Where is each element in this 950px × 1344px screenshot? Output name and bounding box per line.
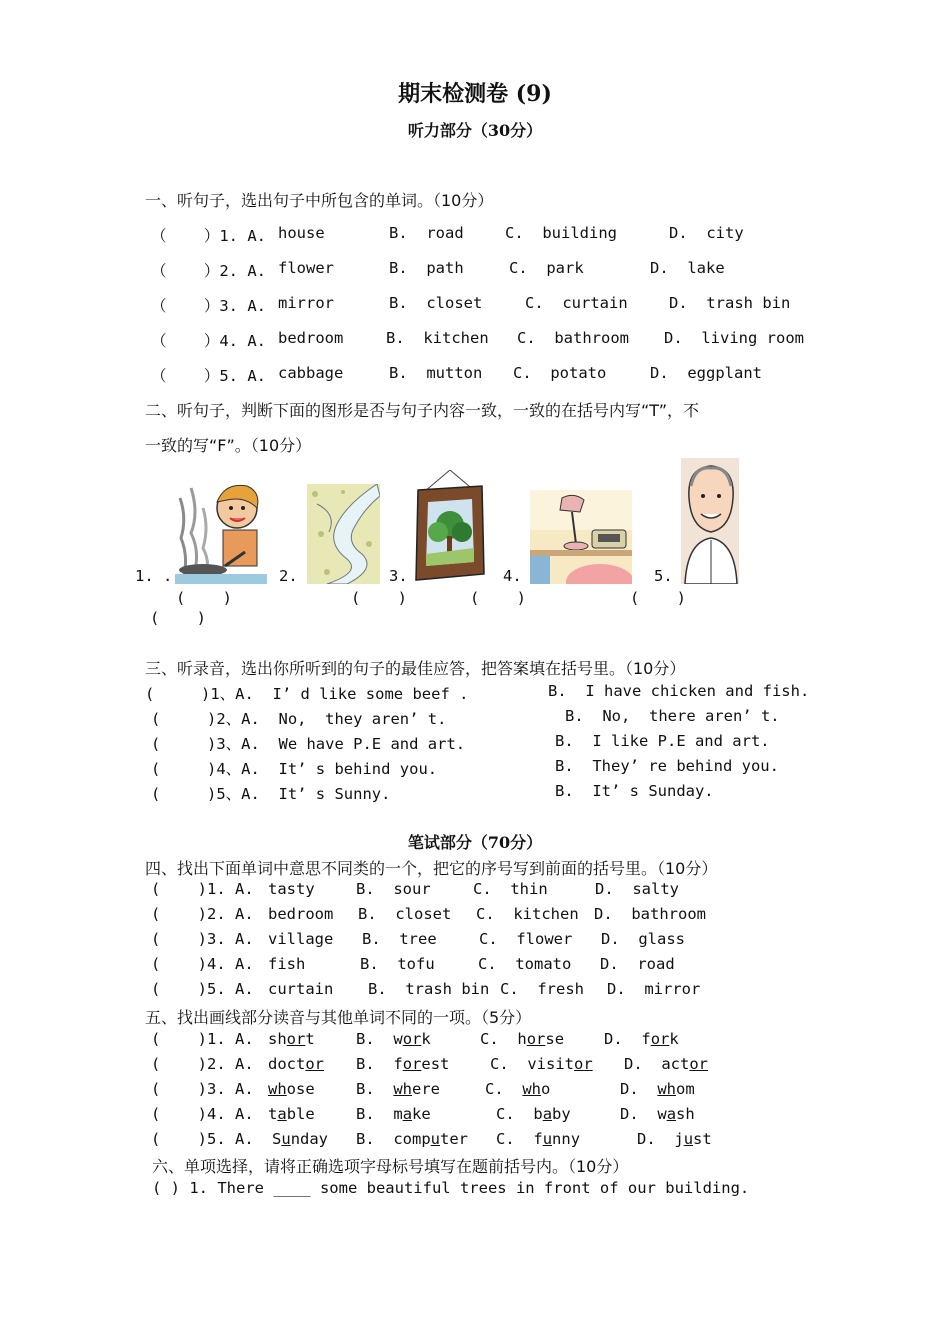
s5-row-4-option-a [268,1105,315,1123]
s4-row-5-option-b: B. trash bin [368,980,490,998]
word-underlined-part: u [683,1130,694,1148]
word-underlined-part: u [542,1130,553,1148]
section-5-heading: 五、找出画线部分读音与其他单词不同的一项。（5分） [145,1008,532,1027]
s1-row-2-option-a: flower [278,259,334,277]
option-letter: C. [496,1130,515,1148]
word-underlined-part: wh [522,1080,542,1098]
s5-row-1-option-c [480,1030,564,1048]
s1-row-2-number[interactable]: （ ）2. A. [151,262,266,280]
picture-old-man [681,458,739,584]
word-underlined-part: or [402,1055,422,1073]
option-letter: B. [356,1055,375,1073]
picture-answer-bracket-3[interactable]: ( ) [470,589,526,607]
section-4-heading: 四、找出下面单词中意思不同类的一个，把它的序号写到前面的括号里。（10分） [145,859,718,878]
word-suffix: ke [412,1105,431,1123]
s1-row-1-number[interactable]: （ ）1. A. [151,227,266,245]
s3-row-3-option-b: B. I like P.E and art. [555,732,770,750]
s1-row-1-option-c: C. building [505,224,617,242]
s4-row-3-number[interactable]: ( )3. A. [151,930,254,948]
word-underlined-part: a [402,1105,413,1123]
section-2-heading-line1: 二、听句子，判断下面的图形是否与句子内容一致，一致的在括号内写“T”，不 [145,401,700,420]
s1-row-3-option-d: D. trash bin [669,294,791,312]
s1-row-3-number[interactable]: （ ）3. A. [151,297,266,315]
word-suffix: est [421,1055,450,1073]
s1-row-5-option-c: C. potato [513,364,607,382]
word-prefix: w [657,1105,667,1123]
s5-row-4-option-d [620,1105,695,1123]
word-suffix: om [676,1080,695,1098]
s5-row-1-number[interactable]: ( )1. A. [151,1030,254,1048]
option-letter: C. [490,1055,509,1073]
picture-label-4: 4. [503,567,522,585]
word-suffix: k [421,1030,431,1048]
picture-framed-painting [414,470,486,584]
s1-row-5-number[interactable]: （ ）5. A. [151,367,266,385]
word-prefix: t [268,1105,278,1123]
s4-row-5-option-c: C. fresh [500,980,584,998]
s5-row-4-option-c [496,1105,571,1123]
s5-row-5-option-a [272,1130,328,1148]
word-suffix: nday [290,1130,329,1148]
picture-label-3: 3. [389,567,408,585]
s5-row-4-number[interactable]: ( )4. A. [151,1105,254,1123]
word-prefix: S [272,1130,282,1148]
word-prefix: b [533,1105,543,1123]
s1-row-4-number[interactable]: （ ）4. A. [151,332,266,350]
option-letter: B. [356,1080,375,1098]
s4-row-5-option-a: curtain [268,980,334,998]
s4-row-1-option-c: C. thin [473,880,548,898]
word-suffix: ose [286,1080,315,1098]
s4-row-3-option-a: village [268,930,334,948]
s3-row-2-option-a[interactable]: ( )2、A. No, they aren’ t. [151,710,447,728]
option-letter: D. [637,1130,656,1148]
picture-answer-bracket-2[interactable]: ( ) [351,589,407,607]
s4-row-5-option-d: D. mirror [607,980,701,998]
section-3-heading: 三、听录音，选出你所听到的句子的最佳应答，把答案填在括号里。（10分） [145,659,686,678]
option-letter: D. [624,1055,643,1073]
s3-row-1-option-a[interactable]: ( )1、A. I’ d like some beef . [145,685,469,703]
s4-row-1-option-b: B. sour [356,880,431,898]
option-letter: D. [620,1080,639,1098]
word-underlined-part: wh [268,1080,287,1098]
word-prefix: f [393,1055,403,1073]
s4-row-4-option-a: fish [268,955,306,973]
s5-row-1-option-a [268,1030,315,1048]
word-suffix: ble [286,1105,315,1123]
s4-row-2-number[interactable]: ( )2. A. [151,905,254,923]
picture-answer-bracket-5[interactable]: ( ) [150,609,206,627]
option-letter: D. [604,1030,623,1048]
option-letter: B. [356,1105,375,1123]
word-prefix: m [393,1105,403,1123]
word-underlined-part: or [526,1030,546,1048]
word-underlined-part: a [666,1105,677,1123]
word-underlined-part: wh [657,1080,677,1098]
option-letter: D. [620,1105,639,1123]
s1-row-1-option-a: house [278,224,325,242]
s1-row-2-option-b: B. path [389,259,464,277]
picture-label-1: 1. . [135,567,173,585]
s4-row-1-number[interactable]: ( )1. A. [151,880,254,898]
s3-row-5-option-b: B. It’ s Sunday. [555,782,714,800]
s5-row-2-option-a [268,1055,324,1073]
word-prefix: f [533,1130,543,1148]
picture-label-2: 2. [279,567,298,585]
option-letter: B. [356,1030,375,1048]
picture-label-5: 5. [654,567,673,585]
s1-row-4-option-b: B. kitchen [386,329,489,347]
s5-row-2-option-c [490,1055,593,1073]
word-prefix: f [641,1030,651,1048]
word-underlined-part: or [305,1055,324,1073]
word-underlined-part: or [689,1055,709,1073]
s5-row-4-option-b [356,1105,431,1123]
s5-row-1-option-d [604,1030,679,1048]
written-header: 笔试部分（70分） [407,833,543,852]
word-underlined-part: a [542,1105,553,1123]
word-prefix: comp [393,1130,431,1148]
section-2-heading-line2: 一致的写“F”。（10分） [145,436,312,455]
s3-row-4-option-a[interactable]: ( )4、A. It’ s behind you. [151,760,438,778]
s1-row-3-option-b: B. closet [389,294,483,312]
s1-row-4-option-c: C. bathroom [517,329,629,347]
section-6-question-1: ( ) 1. There ____ some beautiful trees in front of our building. [152,1179,750,1197]
listening-header: 听力部分（30分） [407,121,543,140]
word-suffix: se [545,1030,565,1048]
word-underlined-part: or [650,1030,670,1048]
page-title: 期末检测卷 (9) [398,81,552,107]
picture-boy-cooking [175,478,267,584]
word-underlined-part: wh [393,1080,413,1098]
s5-row-1-option-b [356,1030,431,1048]
s1-row-4-option-a: bedroom [278,329,344,347]
word-underlined-part: or [574,1055,593,1073]
s4-row-1-option-a: tasty [268,880,315,898]
word-underlined-part: or [286,1030,306,1048]
word-suffix: sh [676,1105,695,1123]
word-prefix: doct [268,1055,306,1073]
s4-row-2-option-d: D. bathroom [594,905,706,923]
word-suffix: k [669,1030,679,1048]
s5-row-3-option-d [620,1080,695,1098]
section-1-heading: 一、听句子，选出句子中所包含的单词。（10分） [145,191,494,210]
s3-row-4-option-b: B. They’ re behind you. [555,757,779,775]
option-letter: C. [496,1105,515,1123]
s5-row-2-option-b [356,1055,449,1073]
word-suffix: ter [440,1130,469,1148]
s1-row-5-option-a: cabbage [278,364,344,382]
word-prefix: act [661,1055,690,1073]
section-6-heading: 六、单项选择，请将正确选项字母标号填写在题前括号内。（10分） [152,1157,629,1176]
s4-row-4-option-d: D. road [600,955,675,973]
s1-row-5-option-b: B. mutton [389,364,483,382]
s4-row-2-option-b: B. closet [358,905,452,923]
s4-row-5-number[interactable]: ( )5. A. [151,980,254,998]
option-letter: C. [485,1080,504,1098]
picture-answer-bracket-4[interactable]: ( ) [630,589,686,607]
s1-row-3-option-a: mirror [278,294,334,312]
s1-row-5-option-d: D. eggplant [650,364,762,382]
s4-row-3-option-d: D. glass [601,930,685,948]
s5-row-3-option-b [356,1080,440,1098]
s5-row-5-option-b [356,1130,468,1148]
s5-row-3-option-c [485,1080,550,1098]
word-prefix: j [674,1130,684,1148]
word-underlined-part: u [281,1130,291,1148]
s4-row-2-option-a: bedroom [268,905,334,923]
s1-row-3-option-c: C. curtain [525,294,628,312]
s5-row-3-number[interactable]: ( )3. A. [151,1080,254,1098]
s1-row-1-option-d: D. city [669,224,744,242]
word-suffix: st [693,1130,712,1148]
option-letter: B. [356,1130,375,1148]
s5-row-5-option-d [637,1130,712,1148]
s5-row-5-option-c [496,1130,580,1148]
s4-row-4-option-b: B. tofu [360,955,435,973]
s4-row-2-option-c: C. kitchen [476,905,579,923]
word-prefix: w [393,1030,403,1048]
s1-row-2-option-d: D. lake [650,259,725,277]
s5-row-3-option-a [268,1080,315,1098]
s5-row-2-number[interactable]: ( )2. A. [151,1055,254,1073]
s3-row-1-option-b: B. I have chicken and fish. [548,682,810,700]
s5-row-2-option-d [624,1055,708,1073]
picture-river-path [307,484,380,584]
word-prefix: sh [268,1030,287,1048]
s1-row-2-option-c: C. park [509,259,584,277]
s5-row-5-number[interactable]: ( )5. A. [151,1130,254,1148]
s3-row-5-option-a[interactable]: ( )5、A. It’ s Sunny. [151,785,391,803]
s1-row-1-option-b: B. road [389,224,464,242]
s3-row-3-option-a[interactable]: ( )3、A. We have P.E and art. [151,735,466,753]
s4-row-4-option-c: C. tomato [478,955,572,973]
s1-row-4-option-d: D. living room [664,329,804,347]
word-prefix: h [517,1030,527,1048]
s4-row-3-option-b: B. tree [362,930,437,948]
s3-row-2-option-b: B. No, there aren’ t. [565,707,780,725]
word-prefix: visit [527,1055,575,1073]
s4-row-1-option-d: D. salty [595,880,679,898]
option-letter: C. [480,1030,499,1048]
word-suffix: by [552,1105,571,1123]
word-suffix: ere [412,1080,441,1098]
word-suffix: nny [552,1130,581,1148]
picture-desk-lamp [530,490,632,584]
s4-row-4-number[interactable]: ( )4. A. [151,955,254,973]
picture-answer-bracket-1[interactable]: ( ) [176,589,232,607]
word-underlined-part: u [430,1130,441,1148]
word-suffix: t [305,1030,315,1048]
word-suffix: o [541,1080,551,1098]
s4-row-3-option-c: C. flower [479,930,573,948]
word-underlined-part: or [402,1030,422,1048]
word-underlined-part: a [277,1105,287,1123]
